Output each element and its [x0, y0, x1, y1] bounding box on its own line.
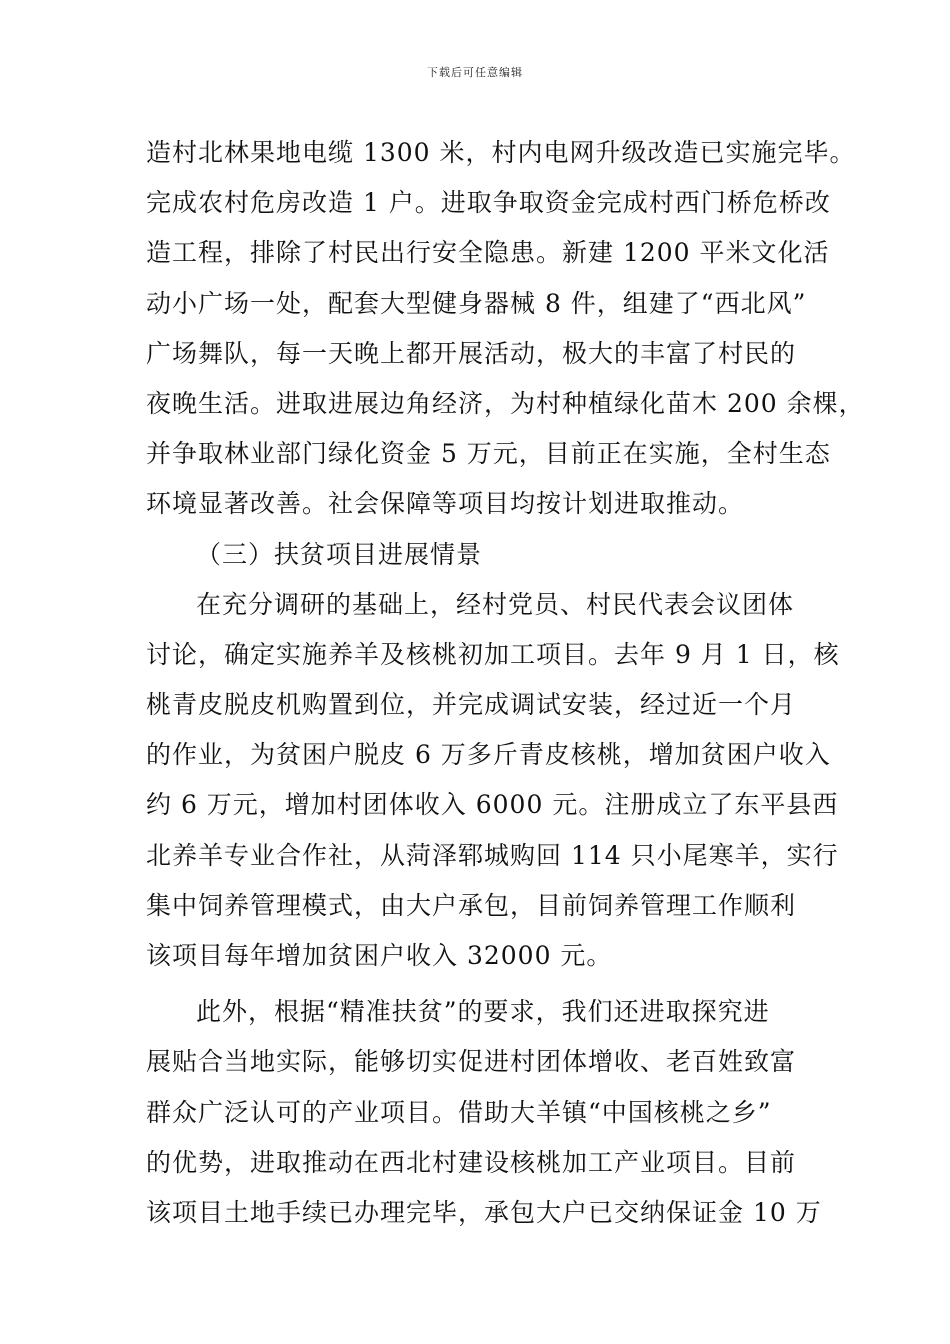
text-line: 动小广场一处，配套大型健身器械 8 件，组建了“西北风”	[146, 288, 807, 318]
text-line: 集中饲养管理模式，由大户承包，目前饲养管理工作顺利	[146, 890, 797, 920]
text-line: 展贴合当地实际，能够切实促进村团体增收、老百姓致富	[146, 1047, 797, 1077]
text-line: 并争取林业部门绿化资金 5 万元，目前正在实施，全村生态	[146, 439, 831, 469]
text-line: 广场舞队，每一天晚上都开展活动，极大的丰富了村民的	[146, 338, 797, 368]
text-line: 的作业，为贫困户脱皮 6 万多斤青皮核桃，增加贫困户收入	[146, 740, 831, 770]
page-header: 下载后可任意编辑	[427, 66, 523, 79]
text-line: 北养羊专业合作社，从菏泽郓城购回 114 只小尾寒羊，实行	[146, 840, 839, 870]
text-line: 造工程，排除了村民出行安全隐患。新建 1200 平米文化活	[146, 238, 830, 268]
text-line: 造村北林果地电缆 1300 米，村内电网升级改造已实施完毕。	[146, 138, 856, 167]
text-line: 讨论，确定实施养羊及核桃初加工项目。去年 9 月 1 日，核	[146, 639, 840, 669]
text-line: 完成农村危房改造 1 户。进取争取资金完成村西门桥危桥改	[146, 188, 831, 218]
body-text	[146, 128, 865, 1238]
text-line: 群众广泛认可的产业项目。借助大羊镇“中国核桃之乡”	[146, 1097, 772, 1127]
text-line: 桃青皮脱皮机购置到位，并完成调试安装，经过近一个月	[146, 690, 797, 720]
paragraph-start-line: 在充分调研的基础上，经村党员、村民代表会议团体	[196, 589, 795, 619]
text-line: 该项目土地手续已办理完毕，承包大户已交纳保证金 10 万	[146, 1197, 822, 1227]
text-line: 的优势，进取推动在西北村建设核桃加工产业项目。目前	[146, 1147, 797, 1177]
text-line: 环境显著改善。社会保障等项目均按计划进取推动。	[146, 489, 745, 519]
text-line: 夜晚生活。进取进展边角经济，为村种植绿化苗木 200 余棵，	[146, 388, 865, 418]
section-heading: （三）扶贫项目进展情景	[196, 539, 483, 569]
paragraph-start-line: 此外，根据“精准扶贫”的要求，我们还进取探究进	[196, 997, 770, 1027]
text-line: 约 6 万元，增加村团体收入 6000 元。注册成立了东平县西	[146, 790, 839, 820]
text-line: 该项目每年增加贫困户收入 32000 元。	[146, 941, 613, 970]
